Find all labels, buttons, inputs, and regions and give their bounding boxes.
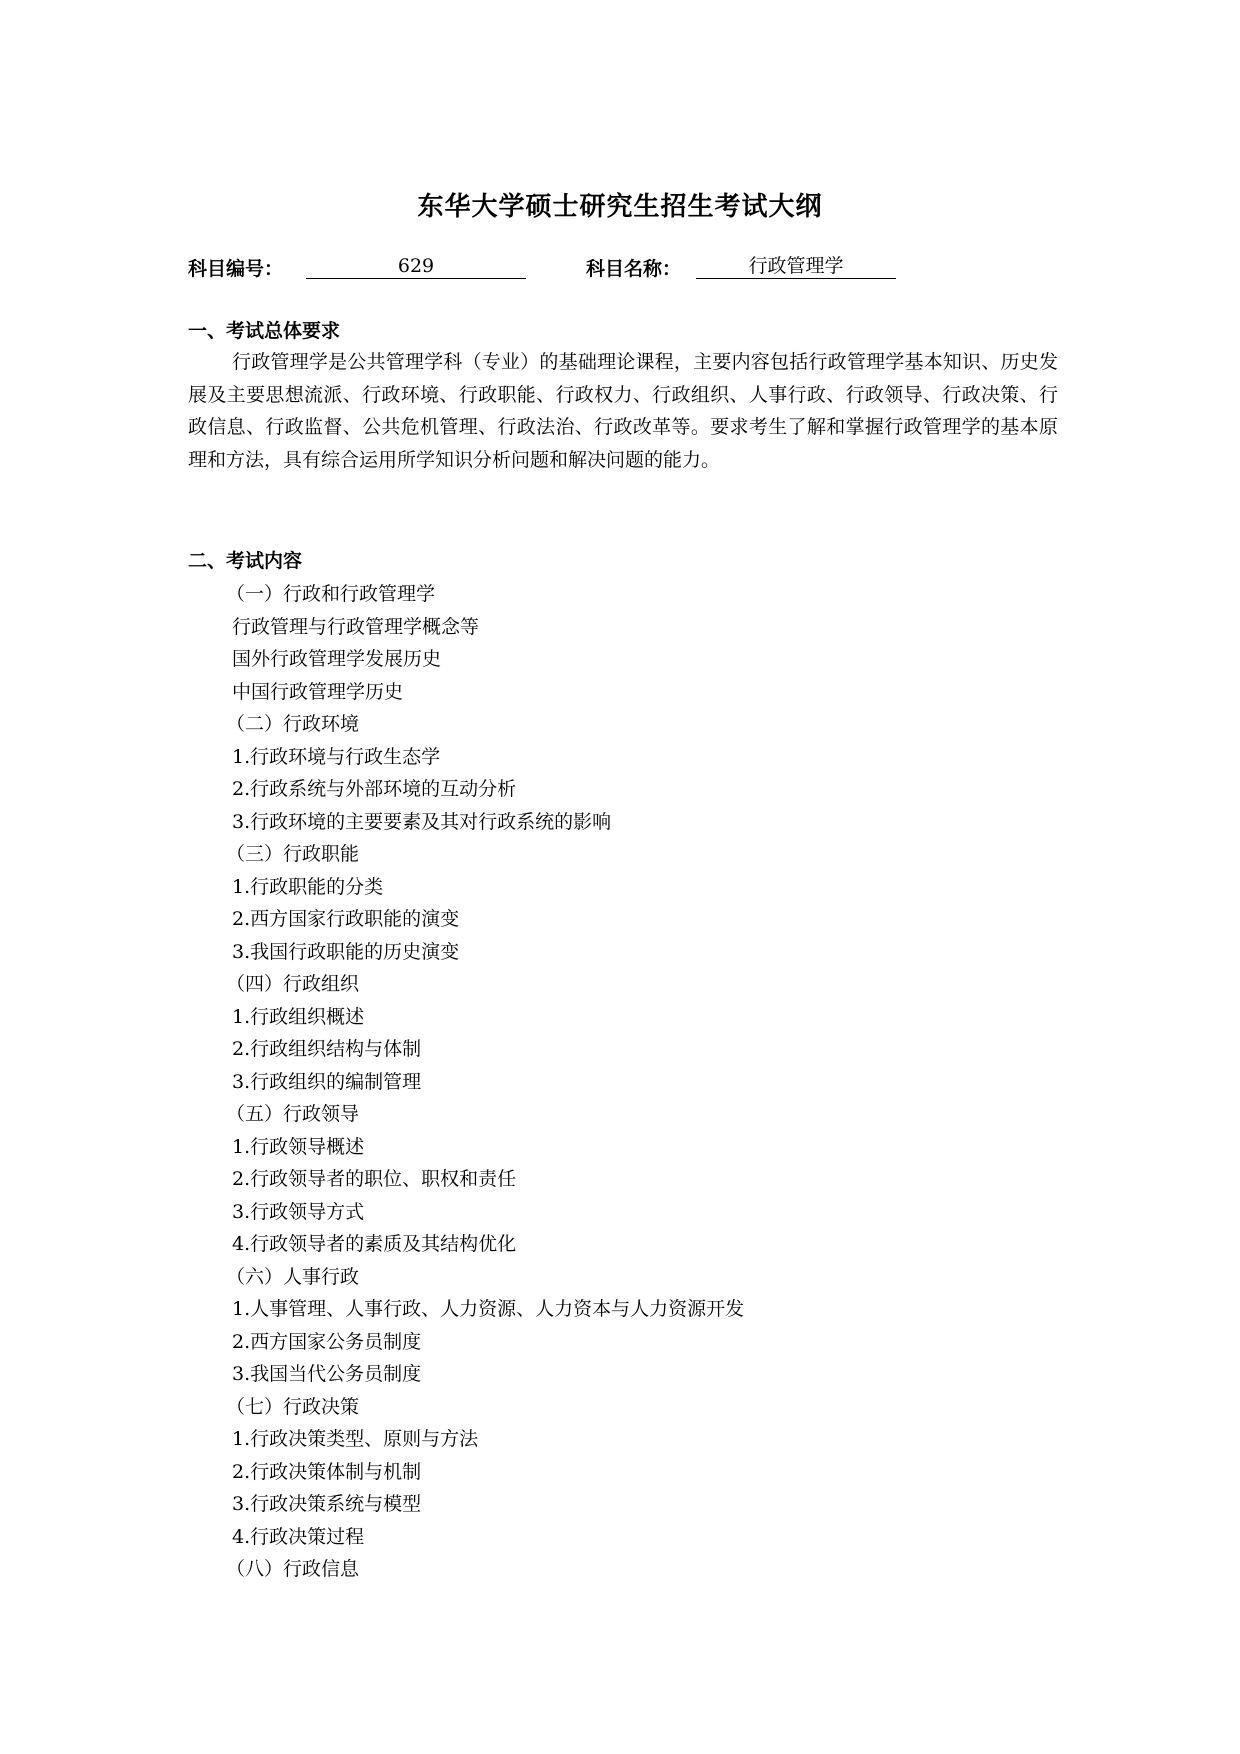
section2-heading: 二、考试内容 (188, 550, 303, 572)
list-item: 2.西方国家行政职能的演变 (232, 908, 460, 930)
chapter-heading: （六）人事行政 (226, 1265, 360, 1288)
list-item: 国外行政管理学发展历史 (232, 648, 442, 670)
list-item: 2.行政系统与外部环境的互动分析 (232, 778, 517, 800)
list-item: 3.行政环境的主要要素及其对行政系统的影响 (232, 810, 612, 833)
list-item: 中国行政管理学历史 (232, 680, 404, 703)
chapter-heading: （七）行政决策 (226, 1395, 360, 1418)
subject-name-value: 行政管理学 (696, 254, 896, 279)
list-item: 1.行政领导概述 (232, 1135, 365, 1158)
content-list (226, 578, 1032, 1586)
chapter-heading: （四）行政组织 (226, 973, 360, 995)
list-item: 3.行政组织的编制管理 (232, 1070, 422, 1093)
list-item: 4.行政决策过程 (232, 1525, 365, 1548)
chapter-heading: （八）行政信息 (226, 1558, 360, 1580)
list-item: 2.行政组织结构与体制 (232, 1038, 422, 1060)
subject-name-label: 科目名称： (586, 258, 682, 280)
section1-text: 行政管理学是公共管理学科（专业）的基础理论课程，主要内容包括行政管理学基本知识、历史发展及主要思想流派、行政环境、行政职能、行政权力、行政组织、人事行政、行政领导、行政决策、行政信息、行政监督、公共危机管理、行政法治、行政改革等。要求考生了解和掌握行政管理学的基本原理和方法，具有综合运用所学知识分析问题和解决问题的能力。 (188, 351, 1058, 471)
list-item: 3.我国当代公务员制度 (232, 1363, 422, 1385)
chapter-heading: （三）行政职能 (226, 843, 360, 865)
list-item: 2.西方国家公务员制度 (232, 1330, 422, 1353)
list-item: 2.行政领导者的职位、职权和责任 (232, 1168, 517, 1190)
chapter-heading: （一）行政和行政管理学 (226, 583, 436, 605)
list-item: 3.行政领导方式 (232, 1200, 365, 1223)
list-item: 3.我国行政职能的历史演变 (232, 940, 460, 963)
list-item: 行政管理与行政管理学概念等 (232, 615, 480, 638)
subject-code-label: 科目编号： (188, 258, 284, 280)
document-title: 东华大学硕士研究生招生考试大纲 (417, 192, 823, 222)
section1-heading: 一、考试总体要求 (188, 320, 341, 342)
list-item: 1.行政环境与行政生态学 (232, 745, 441, 768)
subject-info (188, 254, 1088, 284)
list-item: 4.行政领导者的素质及其结构优化 (232, 1233, 517, 1255)
list-item: 3.行政决策系统与模型 (232, 1493, 422, 1515)
list-item: 2.行政决策体制与机制 (232, 1460, 422, 1483)
list-item: 1.行政决策类型、原则与方法 (232, 1428, 479, 1450)
subject-code-value: 629 (306, 254, 526, 279)
chapter-heading: （二）行政环境 (226, 713, 360, 735)
list-item: 1.行政组织概述 (232, 1005, 365, 1028)
list-item: 1.行政职能的分类 (232, 875, 384, 898)
list-item: 1.人事管理、人事行政、人力资源、人力资本与人力资源开发 (232, 1298, 745, 1320)
chapter-heading: （五）行政领导 (226, 1103, 360, 1125)
